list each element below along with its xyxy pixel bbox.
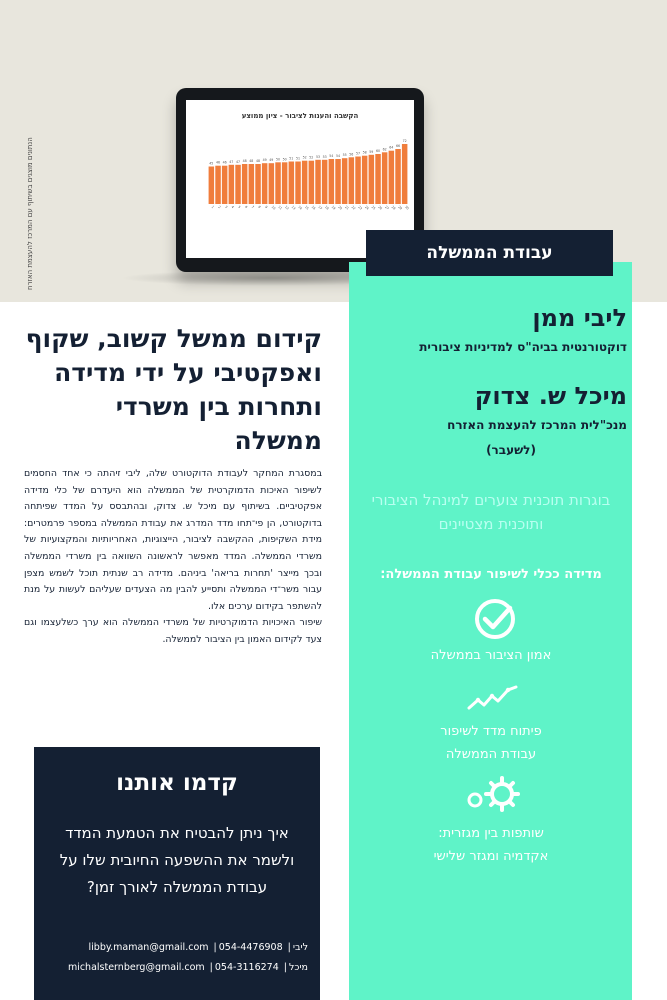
person2-name: מיכל ש. צדוק xyxy=(474,382,627,410)
chart-bar xyxy=(295,162,301,205)
chart-data-label: 72 xyxy=(402,139,407,143)
chart-bar xyxy=(315,160,321,204)
chart-data-label: 59 xyxy=(369,149,374,154)
chart-category-label: 12 xyxy=(283,204,290,211)
gear-icon xyxy=(462,776,522,814)
contact-phone[interactable]: 054-3116274 xyxy=(214,962,279,973)
chart-data-label: 62 xyxy=(382,147,387,152)
chart-data-label: 57 xyxy=(355,151,361,156)
chart-bar xyxy=(395,149,401,204)
chart-category-label: 29 xyxy=(397,204,403,211)
feature-index: פיתוח מדד לשיפור עבודת הממשלה xyxy=(440,724,542,762)
chart-bar xyxy=(302,161,308,204)
contact-email[interactable]: libby.maman@gmail.com xyxy=(88,942,209,953)
measure-heading: מדידה ככלי לשיפור עבודת הממשלה: xyxy=(380,567,602,582)
government-work-label: עבודת הממשלה xyxy=(366,230,613,276)
chart-category-label: 1 xyxy=(210,204,215,210)
chart-title: הקשבה והענות לציבור - ציון ממוצע xyxy=(241,112,359,120)
contact-email[interactable]: michalsternberg@gmail.com xyxy=(67,962,205,973)
trend-line-icon xyxy=(466,684,520,712)
chart-data-label: 50 xyxy=(282,157,287,162)
chart-category-label: 10 xyxy=(270,204,277,211)
chart-bar xyxy=(389,151,395,204)
chart-bar xyxy=(269,163,275,204)
chart-data-label: 58 xyxy=(362,150,367,155)
chart-data-label: 54 xyxy=(329,154,334,158)
chart-category-label: 2 xyxy=(217,204,222,210)
chart-category-label: 13 xyxy=(290,204,297,211)
contact-phone[interactable]: 054-4476908 xyxy=(218,942,283,953)
contact-name: מיכל xyxy=(289,962,308,973)
chart-data-label: 53 xyxy=(322,154,327,159)
chart-data-label: 49 xyxy=(262,158,267,163)
chart-category-label: 25 xyxy=(370,204,377,211)
chart-category-label: 6 xyxy=(243,204,249,210)
chart-category-label: 27 xyxy=(383,204,390,211)
chart-data-label: 51 xyxy=(289,156,294,161)
chart-bar xyxy=(309,161,315,204)
chart-data-label: 64 xyxy=(389,145,394,150)
feature-partnership: שותפות בין מגזרית: אקדמיה ומגזר שלישי xyxy=(433,826,549,864)
person1-title: דוקטורנטית בביה"ס למדיניות ציבורית xyxy=(419,340,627,354)
chart-category-label: 20 xyxy=(337,204,343,211)
chart-data-label: 52 xyxy=(302,155,307,160)
chart-category-label: 26 xyxy=(377,204,383,211)
article-paragraph-2: שיפור האיכויות הדמוקרטיות של משרדי הממשלה הוא ערך כשלעצמו וגם צעד לקידום האמון בין הציבור לממשלה. xyxy=(24,617,322,645)
chart-data-label: 48 xyxy=(242,159,247,163)
check-circle-icon xyxy=(470,598,520,640)
graduates-text: בוגרות תוכנית צוערים למינהל הציבורי ותוכנית מצטיינים xyxy=(371,491,611,533)
chart-category-label: 11 xyxy=(277,204,283,211)
contact-libby: ליבי| 054-4476908| libby.maman@gmail.com xyxy=(88,942,308,953)
chart-category-label: 15 xyxy=(303,204,310,211)
chart-bar xyxy=(209,167,215,205)
cta-title: קדמו אותנו xyxy=(116,770,238,796)
contact-name: ליבי xyxy=(292,942,308,953)
cta-text: איך ניתן להבטיח את הטמעת המדד ולשמר את ההשפעה החיובית שלו על עבודת הממשלה לאורך זמן? xyxy=(59,824,295,896)
chart-data-label: 46 xyxy=(222,160,227,165)
chart-bar xyxy=(382,152,388,204)
chart-category-label: 4 xyxy=(230,204,235,210)
chart-data-label: 66 xyxy=(395,144,401,148)
chart-category-label: 19 xyxy=(330,204,337,211)
chart-bar xyxy=(402,144,408,204)
chart-data-label: 53 xyxy=(315,154,321,159)
chart-bar xyxy=(275,162,281,204)
chart-bar xyxy=(355,157,361,205)
side-credit: הנתונים מוצגים בשיתוף עם המרכז להעצמת האזרח xyxy=(26,137,34,290)
chart-data-label: 48 xyxy=(249,159,254,163)
chart-category-label: 30 xyxy=(403,204,410,211)
chart-category-label: 5 xyxy=(237,204,242,210)
chart-data-label: 48 xyxy=(255,159,261,163)
chart-bar xyxy=(362,156,368,204)
chart-category-label: 8 xyxy=(257,204,262,210)
chart-bar xyxy=(242,164,248,204)
chart-data-label: 46 xyxy=(215,160,221,165)
article-paragraph-1: במסגרת המחקר לעבודת הדוקטורט שלה, ליבי זיהתה כי אחד החסמים לשיפור האיכות הדמוקרטית של הממשלה הוא היעדרם של כלי מדידה אפקטיביים. בשיתוף עם מיכל ש. צדוק, ובהתבסס על המדד שפיתחה בדוקטורט, הן פי־תחו מדד המדרג את עבודת הממשלה במספר פרמטרים: מידת השקיפות, ההקשבה לציבור, הייצוגיות, האחריותיות והמקצועיות של משרדי הממשלה. המדד מאפשר לראשונה השוואה בין משרדי הממשלה ובכך מייצר 'תחרות בריאה' ביניהם. מדידה רב שנתית תוכל לשמש מצפן עבור משר־די הממשלה ותסייע להבין מה הצעדים שעליהם לעשות על מנת להשתפר בקידום ערכים אלו. xyxy=(24,468,322,612)
chart-category-label: 24 xyxy=(363,204,370,211)
chart-category-label: 16 xyxy=(310,204,317,211)
chart-data-label: 47 xyxy=(229,159,234,164)
chart-bar xyxy=(229,165,235,204)
chart-bar xyxy=(369,155,375,204)
contact-michal: מיכל| 054-3116274| michalsternberg@gmail.com xyxy=(67,962,308,973)
person2-title: מנכ"לית המרכז להעצמת האזרח xyxy=(447,418,627,432)
article-headline: קידום ממשל קשוב, שקוף ואפקטיבי על ידי מדידה ותחרות בין משרדי ממשלה xyxy=(25,324,322,455)
chart-bar xyxy=(349,157,355,204)
chart-data-label: 60 xyxy=(375,149,381,153)
chart-bar xyxy=(375,154,381,204)
chart-category-label: 7 xyxy=(250,204,255,210)
chart-data-label: 52 xyxy=(309,155,314,160)
chart-data-label: 51 xyxy=(295,156,301,161)
chart-category-label: 23 xyxy=(357,204,363,211)
person2-note: (לשעבר) xyxy=(486,443,536,457)
chart-category-label: 3 xyxy=(223,204,229,210)
chart-category-label: 9 xyxy=(263,204,269,210)
chart-data-label: 55 xyxy=(342,153,347,158)
article-body xyxy=(24,466,322,649)
chart-bar xyxy=(255,164,260,204)
chart-bar xyxy=(235,165,241,204)
chart-category-label: 22 xyxy=(350,204,357,211)
chart-data-label: 50 xyxy=(275,157,281,162)
chart-bar xyxy=(289,162,295,205)
chart-category-label: 17 xyxy=(317,204,323,211)
chart-bar xyxy=(222,166,228,204)
chart-bar xyxy=(329,159,335,204)
chart-bar xyxy=(282,162,288,204)
chart-category-label: 21 xyxy=(343,204,350,211)
chart-category-label: 18 xyxy=(323,204,330,211)
chart-bar xyxy=(262,163,268,204)
chart-bar xyxy=(215,166,221,204)
chart-category-label: 28 xyxy=(390,204,397,211)
chart-bar xyxy=(322,160,328,204)
chart-data-label: 47 xyxy=(235,159,241,164)
feature-trust: אמון הציבור בממשלה xyxy=(430,648,552,663)
chart-bar xyxy=(249,164,255,204)
chart-data-label: 45 xyxy=(209,161,214,166)
chart-data-label: 56 xyxy=(349,152,354,157)
chart-data-label: 54 xyxy=(335,154,341,158)
chart-bar xyxy=(342,158,348,204)
chart-data-label: 49 xyxy=(269,158,274,163)
person1-name: ליבי ממן xyxy=(532,304,627,332)
chart-category-label: 14 xyxy=(297,204,303,211)
chart-bar xyxy=(335,159,341,204)
